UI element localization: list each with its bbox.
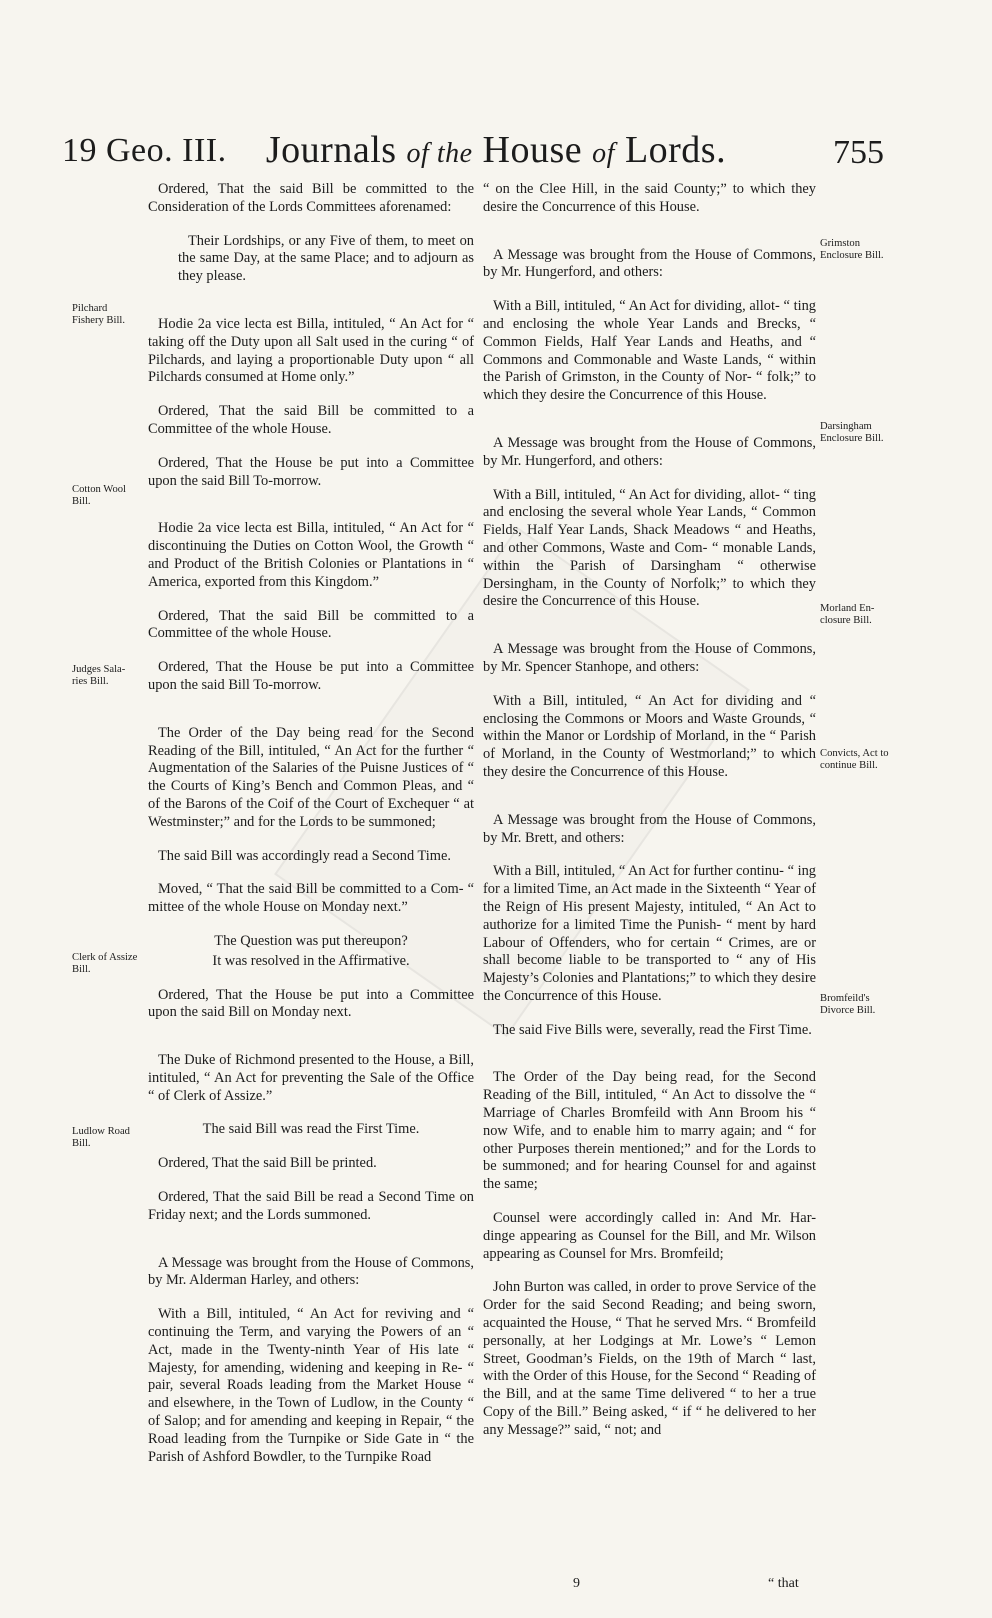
right-column (483, 181, 816, 1456)
margin-note-judges-salaries: Judges Sala- ries Bill. (72, 664, 126, 687)
margin-note-pilchard: Pilchard Fishery Bill. (72, 303, 125, 326)
paragraph: Ordered, That the said Bill be committed to a Committee of the whole House. (148, 607, 474, 642)
paragraph: With a Bill, intituled, “ An Act for dividing, allot- “ ting and enclosing the whole Year Lands and Brecks, “ Common Fields, Half Year Lands and Heaths, and “ Commons and Commonable and Waste Lands, “ within the Parish of Grimston, in the County of Nor- “ folk;” to which they desire the Concurrence of this House. (483, 298, 816, 404)
paragraph: Their Lordships, or any Five of them, to meet on the same Day, at the same Place; and to adjourn as they please. (178, 232, 474, 285)
paragraph: With a Bill, intituled, “ An Act for reviving and “ continuing the Term, and varying the Powers of an “ Act, made in the Twenty-ninth Year of His late “ Majesty, for amending, widening and keeping in Re- “ pair, several Roads leading from the Market House “ and elsewhere, in the Town of Ludlow, in the County “ of Salop; and for amending and keeping in Repair, “ the Road leading from the Turnpike or Side Gate in “ the Parish of Ashford Bowdler, to the Turnpike Road (148, 1306, 474, 1465)
title-word-journals: Journals (265, 129, 397, 171)
margin-note-cotton-wool: Cotton Wool Bill. (72, 484, 126, 507)
paragraph: The said Bill was read the First Time. (202, 1121, 420, 1138)
page-number: 755 (833, 134, 884, 171)
paragraph: A Message was brought from the House of Commons, by Mr. Brett, and others: (483, 811, 816, 846)
margin-note-morland: Morland En- closure Bill. (820, 603, 875, 626)
margin-note-ludlow-road: Ludlow Road Bill. (72, 1126, 130, 1149)
paragraph: “ on the Clee Hill, in the said County;” to which they desire the Concurrence of this House. (483, 181, 816, 215)
margin-note-convicts: Convicts, Act to continue Bill. (820, 748, 889, 771)
paragraph: Ordered, That the said Bill be read a Second Time on Friday next; and the Lords summoned. (148, 1189, 474, 1223)
title-word-of: of (592, 138, 615, 169)
paragraph: Hodie 2a vice lecta est Billa, intituled, “ An Act for “ taking off the Duty upon all Salt used in the curing “ of Pilchards, and laying a proportionable Duty upon “ all Pilchards consumed at Home only.” (148, 315, 474, 386)
paragraph: A Message was brought from the House of Commons, by Mr. Alderman Harley, and others: (148, 1254, 474, 1289)
paragraph: Ordered, That the House be put into a Committee upon the said Bill To-morrow. (148, 454, 474, 489)
paragraph: It was resolved in the Affirmative. (212, 952, 410, 969)
title-word-house: House (482, 129, 583, 171)
paragraph: With a Bill, intituled, “ An Act for dividing, allot- “ ting and enclosing the several whole Year Lands, “ Common Fields, Half Year Lands, Shack Meadows “ and Heaths, and other Commons, Waste and Com- “ monable Lands, within the Parish of Darsingham “ otherwise Dersingham, in the County of Norfolk;” to which they desire the Concurrence of this House. (483, 486, 816, 610)
paragraph: The said Five Bills were, severally, read the First Time. (493, 1021, 812, 1038)
paragraph: The said Bill was accordingly read a Second Time. (158, 847, 451, 864)
paragraph: A Message was brought from the House of Commons, by Mr. Hungerford, and others: (483, 434, 816, 469)
paragraph: The Order of the Day being read, for the Second Reading of the Bill, intituled, “ An Act to dissolve the “ Marriage of Charles Bromfeild with Ann Broom his “ now Wife, and to enable him to marry again; and “ for other Purposes therein mentioned;” and for the Lords to be summoned; and for hearing Counsel for and against the same; (483, 1069, 816, 1193)
paragraph: Ordered, That the House be put into a Committee upon the said Bill To-morrow. (148, 659, 474, 693)
paragraph: Ordered, That the said Bill be printed. (158, 1155, 377, 1172)
paragraph: John Burton was called, in order to prove Service of the Order for the said Second Reading; and being sworn, acquainted the House, “ That he served Mrs. “ Bromfeild personally, at her Lodgings at Mr. Lowe’s “ Lemon Street, Goodman’s Fields, on the 19th of March “ last, with the Order of this House, for the Second “ Reading of the Bill, and at the same Time delivered “ to her a true Copy of the Bill.” Being asked, “ if “ he delivered to her any Message?” said, “ not; and (483, 1279, 816, 1438)
paragraph: A Message was brought from the House of Commons, by Mr. Spencer Stanhope, and others: (483, 641, 816, 675)
title-word-lords: Lords. (624, 129, 727, 171)
paragraph: Counsel were accordingly called in: And Mr. Har- dinge appearing as Counsel for the Bill, and Mr. Wilson appearing as Counsel for Mrs. Bromfeild; (483, 1210, 816, 1262)
margin-note-grimston: Grimston Enclosure Bill. (820, 238, 884, 261)
paragraph: Moved, “ That the said Bill be committed to a Com- “ mittee of the whole House on Monday next.” (148, 881, 474, 916)
paragraph: Ordered, That the House be put into a Committee upon the said Bill on Monday next. (148, 986, 474, 1021)
paragraph: Ordered, That the said Bill be committed to a Committee of the whole House. (148, 403, 474, 437)
paragraph: Hodie 2a vice lecta est Billa, intituled, “ An Act for “ discontinuing the Duties on Cotton Wool, the Growth “ and Product of the British Colonies or Plantations in “ America, exported from this Kingdom.” (148, 520, 474, 590)
signature-mark: 9 (573, 1576, 580, 1591)
paragraph: Ordered, That the said Bill be committed to the Consideration of the Lords Committees aforenamed: (148, 181, 474, 215)
title-word-of-the: of the (406, 138, 473, 169)
margin-note-darsingham: Darsingham Enclosure Bill. (820, 421, 884, 444)
paragraph: The Duke of Richmond presented to the House, a Bill, intituled, “ An Act for preventing the Sale of the Office “ of Clerk of Assize.” (148, 1052, 474, 1104)
paragraph: A Message was brought from the House of Commons, by Mr. Hungerford, and others: (483, 246, 816, 281)
paragraph: The Order of the Day being read for the Second Reading of the Bill, intituled, “ An Act for the further “ Augmentation of the Salaries of the Puisne Justices of “ the Courts of King’s Bench and Common Pleas, and “ of the Barons of the Coif of the Court of Exchequer “ at Westminster;” and for the Lords to be summoned; (148, 724, 474, 830)
paragraph: With a Bill, intituled, “ An Act for further continu- “ ing for a limited Time, an Act made in the Sixteenth “ Year of the Reign of His present Majesty, intituled, “ An Act to authorize for a limited Time the Punish- “ ment by hard Labour of Offenders, who for certain “ Crimes, are or shall become liable to be transported to “ any of His Majesty’s Colonies and Plantations;” to which they desire the Concurrence of this House. (483, 863, 816, 1004)
regnal-year: 19 Geo. III. (62, 132, 227, 169)
paragraph: With a Bill, intituled, “ An Act for dividing and “ enclosing the Commons or Moors and Waste Grounds, “ within the Manor or Lordship of Morland, in the “ Parish of Morland, in the County of Westmorland;” to which they desire the Concurrence of this House. (483, 692, 816, 780)
margin-note-bromfeild: Bromfeild's Divorce Bill. (820, 993, 876, 1016)
catchword: “ that (768, 1576, 799, 1591)
paragraph: The Question was put thereupon? (214, 932, 408, 949)
margin-note-clerk-assize: Clerk of Assize Bill. (72, 952, 138, 975)
left-column (148, 181, 474, 1482)
